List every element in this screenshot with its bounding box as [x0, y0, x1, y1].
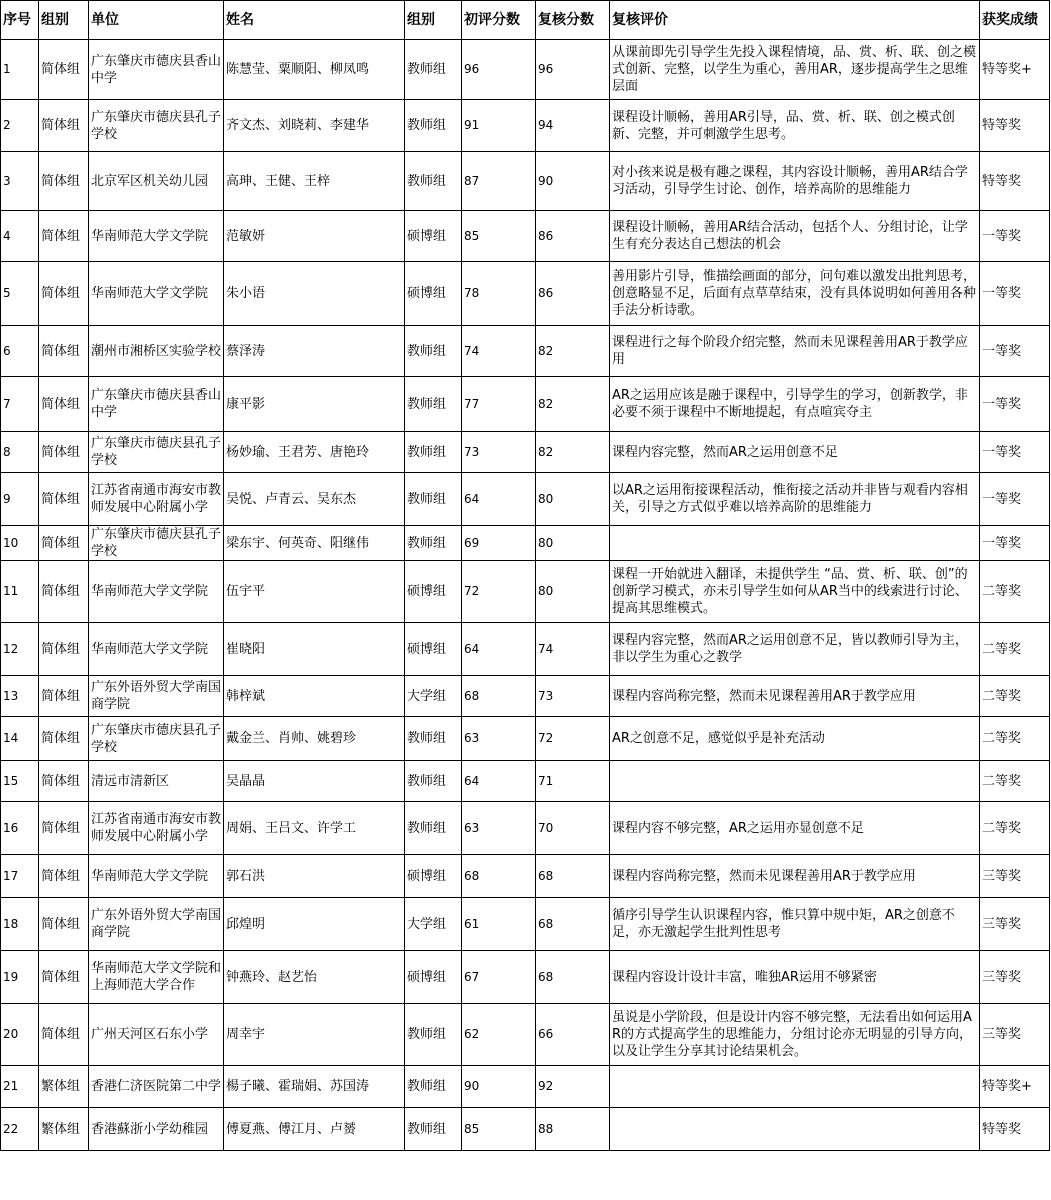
cell-names: 戴金兰、肖帅、姚碧珍	[224, 717, 405, 761]
cell-unit: 广东肇庆市德庆县孔子学校	[89, 432, 224, 473]
cell-index: 4	[1, 211, 39, 262]
cell-names: 朱小语	[224, 262, 405, 326]
cell-award: 一等奖	[980, 526, 1050, 561]
cell-category: 硕博组	[405, 951, 462, 1004]
cell-unit: 北京军区机关幼儿园	[89, 152, 224, 211]
cell-review-comment: 课程内容设计设计丰富，唯独AR运用不够紧密	[610, 951, 980, 1004]
cell-category: 教师组	[405, 1108, 462, 1151]
cell-review-score: 92	[536, 1066, 610, 1108]
table-row	[1, 761, 1050, 802]
cell-names: 郭石洪	[224, 855, 405, 898]
cell-index: 10	[1, 526, 39, 561]
cell-group: 简体组	[39, 40, 89, 100]
cell-index: 16	[1, 802, 39, 855]
table-row	[1, 211, 1050, 262]
cell-unit: 广东肇庆市德庆县香山中学	[89, 377, 224, 432]
cell-review-comment: 善用影片引导，惟描绘画面的部分，问句难以激发出批判思考，创意略显不足，后面有点草草结束，没有具体说明如何善用各种手法分析诗歌。	[610, 262, 980, 326]
header-review-comment: 复核评价	[610, 1, 980, 40]
cell-names: 康平影	[224, 377, 405, 432]
cell-review-score: 68	[536, 855, 610, 898]
cell-group: 简体组	[39, 100, 89, 152]
cell-initial-score: 69	[462, 526, 536, 561]
cell-initial-score: 91	[462, 100, 536, 152]
cell-review-comment: 对小孩来说是极有趣之课程，其内容设计顺畅，善用AR结合学习活动，引导学生讨论、创作，培养高阶的思维能力	[610, 152, 980, 211]
cell-unit: 华南师范大学文学院和上海师范大学合作	[89, 951, 224, 1004]
table-row	[1, 717, 1050, 761]
cell-review-comment: 课程内容尚称完整，然而未见课程善用AR于教学应用	[610, 855, 980, 898]
table-row	[1, 432, 1050, 473]
cell-initial-score: 61	[462, 898, 536, 951]
cell-initial-score: 87	[462, 152, 536, 211]
table-row	[1, 473, 1050, 526]
cell-group: 简体组	[39, 152, 89, 211]
cell-unit: 华南师范大学文学院	[89, 262, 224, 326]
table-row	[1, 1108, 1050, 1151]
cell-index: 8	[1, 432, 39, 473]
cell-review-score: 66	[536, 1004, 610, 1066]
cell-category: 教师组	[405, 473, 462, 526]
cell-group: 简体组	[39, 473, 89, 526]
cell-award: 二等奖	[980, 623, 1050, 676]
cell-unit: 清远市清新区	[89, 761, 224, 802]
header-index: 序号	[1, 1, 39, 40]
cell-group: 简体组	[39, 676, 89, 717]
cell-unit: 广东外语外贸大学南国商学院	[89, 676, 224, 717]
cell-unit: 广东肇庆市德庆县孔子学校	[89, 526, 224, 561]
cell-review-comment: 课程内容完整，然而AR之运用创意不足，皆以教师引导为主，非以学生为重心之教学	[610, 623, 980, 676]
cell-category: 教师组	[405, 152, 462, 211]
cell-review-comment: 课程内容完整，然而AR之运用创意不足	[610, 432, 980, 473]
cell-review-score: 80	[536, 473, 610, 526]
header-category: 组别	[405, 1, 462, 40]
cell-initial-score: 64	[462, 623, 536, 676]
cell-award: 一等奖	[980, 262, 1050, 326]
cell-names: 杨妙瑜、王君芳、唐艳玲	[224, 432, 405, 473]
cell-unit: 潮州市湘桥区实验学校	[89, 326, 224, 377]
cell-initial-score: 85	[462, 1108, 536, 1151]
cell-initial-score: 74	[462, 326, 536, 377]
table-row	[1, 100, 1050, 152]
cell-review-comment: 循序引导学生认识课程内容，惟只算中规中矩，AR之创意不足，亦无激起学生批判性思考	[610, 898, 980, 951]
cell-award: 一等奖	[980, 326, 1050, 377]
cell-award: 三等奖	[980, 1004, 1050, 1066]
cell-award: 二等奖	[980, 717, 1050, 761]
cell-names: 吴晶晶	[224, 761, 405, 802]
table-row	[1, 898, 1050, 951]
table-row	[1, 1066, 1050, 1108]
cell-review-score: 82	[536, 432, 610, 473]
cell-category: 教师组	[405, 377, 462, 432]
header-row	[1, 1, 1050, 40]
table-row	[1, 326, 1050, 377]
cell-category: 教师组	[405, 100, 462, 152]
cell-index: 18	[1, 898, 39, 951]
cell-initial-score: 72	[462, 561, 536, 623]
cell-unit: 广东肇庆市德庆县香山中学	[89, 40, 224, 100]
cell-review-comment: 课程内容不够完整，AR之运用亦显创意不足	[610, 802, 980, 855]
cell-review-comment: 从课前即先引导学生先投入课程情境，品、赏、析、联、创之模式创新、完整，以学生为重心，善用AR，逐步提高学生之思维层面	[610, 40, 980, 100]
header-unit: 单位	[89, 1, 224, 40]
cell-category: 教师组	[405, 40, 462, 100]
cell-index: 21	[1, 1066, 39, 1108]
cell-index: 20	[1, 1004, 39, 1066]
table-row	[1, 802, 1050, 855]
cell-review-score: 68	[536, 951, 610, 1004]
cell-review-comment: AR之运用应该是融于课程中，引导学生的学习，创新教学，非必要不须于课程中不断地提起，有点喧宾夺主	[610, 377, 980, 432]
cell-names: 伍宇平	[224, 561, 405, 623]
cell-index: 3	[1, 152, 39, 211]
cell-unit: 江苏省南通市海安市教师发展中心附属小学	[89, 802, 224, 855]
header-award: 获奖成绩	[980, 1, 1050, 40]
cell-group: 简体组	[39, 211, 89, 262]
cell-review-score: 86	[536, 211, 610, 262]
cell-review-score: 72	[536, 717, 610, 761]
cell-unit: 华南师范大学文学院	[89, 211, 224, 262]
cell-group: 简体组	[39, 377, 89, 432]
cell-names: 傅夏燕、傅江月、卢赟	[224, 1108, 405, 1151]
cell-index: 17	[1, 855, 39, 898]
cell-group: 简体组	[39, 623, 89, 676]
cell-group: 简体组	[39, 951, 89, 1004]
cell-initial-score: 68	[462, 676, 536, 717]
cell-review-score: 80	[536, 561, 610, 623]
cell-review-score: 74	[536, 623, 610, 676]
cell-group: 简体组	[39, 326, 89, 377]
cell-category: 教师组	[405, 761, 462, 802]
table-row	[1, 951, 1050, 1004]
cell-review-comment: 以AR之运用衔接课程活动，惟衔接之活动并非皆与观看内容相关，引导之方式似乎难以培养高阶的思维能力	[610, 473, 980, 526]
cell-award: 特等奖	[980, 152, 1050, 211]
cell-category: 教师组	[405, 432, 462, 473]
cell-initial-score: 90	[462, 1066, 536, 1108]
cell-group: 简体组	[39, 432, 89, 473]
cell-review-score: 70	[536, 802, 610, 855]
cell-review-comment: 课程内容尚称完整，然而未见课程善用AR于教学应用	[610, 676, 980, 717]
cell-index: 1	[1, 40, 39, 100]
cell-initial-score: 68	[462, 855, 536, 898]
table-row	[1, 676, 1050, 717]
cell-award: 三等奖	[980, 951, 1050, 1004]
cell-names: 蔡泽涛	[224, 326, 405, 377]
header-group: 组别	[39, 1, 89, 40]
cell-category: 教师组	[405, 1066, 462, 1108]
cell-initial-score: 64	[462, 473, 536, 526]
cell-names: 楊子曦、霍瑞娟、苏国涛	[224, 1066, 405, 1108]
cell-category: 硕博组	[405, 211, 462, 262]
cell-category: 硕博组	[405, 262, 462, 326]
cell-award: 三等奖	[980, 898, 1050, 951]
table-row	[1, 377, 1050, 432]
cell-review-comment: 课程进行之每个阶段介绍完整，然而未见课程善用AR于教学应用	[610, 326, 980, 377]
cell-group: 繁体组	[39, 1066, 89, 1108]
cell-review-score: 90	[536, 152, 610, 211]
cell-unit: 华南师范大学文学院	[89, 855, 224, 898]
cell-names: 陈慧莹、粟顺阳、柳凤鸣	[224, 40, 405, 100]
cell-index: 5	[1, 262, 39, 326]
cell-initial-score: 63	[462, 802, 536, 855]
table-row	[1, 526, 1050, 561]
cell-names: 韩梓斌	[224, 676, 405, 717]
cell-review-comment: 课程一开始就进入翻译，未提供学生 “品、赏、析、联、创”的创新学习模式，亦未引导学生如何从AR当中的线索进行讨论、提高其思维模式。	[610, 561, 980, 623]
cell-award: 二等奖	[980, 676, 1050, 717]
cell-names: 高珅、王健、王梓	[224, 152, 405, 211]
cell-group: 简体组	[39, 898, 89, 951]
cell-category: 硕博组	[405, 855, 462, 898]
cell-category: 教师组	[405, 717, 462, 761]
cell-group: 简体组	[39, 802, 89, 855]
cell-names: 周幸宇	[224, 1004, 405, 1066]
cell-unit: 香港蘇浙小学幼稚园	[89, 1108, 224, 1151]
cell-unit: 广州天河区石东小学	[89, 1004, 224, 1066]
cell-index: 19	[1, 951, 39, 1004]
cell-names: 范敏妍	[224, 211, 405, 262]
cell-unit: 华南师范大学文学院	[89, 561, 224, 623]
cell-unit: 华南师范大学文学院	[89, 623, 224, 676]
cell-initial-score: 85	[462, 211, 536, 262]
cell-review-score: 96	[536, 40, 610, 100]
cell-initial-score: 96	[462, 40, 536, 100]
header-names: 姓名	[224, 1, 405, 40]
cell-award: 二等奖	[980, 561, 1050, 623]
cell-index: 22	[1, 1108, 39, 1151]
cell-names: 齐文杰、刘晓莉、李建华	[224, 100, 405, 152]
cell-group: 简体组	[39, 761, 89, 802]
cell-award: 一等奖	[980, 473, 1050, 526]
cell-category: 硕博组	[405, 623, 462, 676]
cell-award: 一等奖	[980, 211, 1050, 262]
cell-review-comment	[610, 1108, 980, 1151]
table-row	[1, 561, 1050, 623]
cell-award: 三等奖	[980, 855, 1050, 898]
cell-review-comment: 课程设计顺畅，善用AR引导，品、赏、析、联、创之模式创新、完整，并可刺激学生思考。	[610, 100, 980, 152]
cell-unit: 广东肇庆市德庆县孔子学校	[89, 100, 224, 152]
cell-names: 崔晓阳	[224, 623, 405, 676]
table-row	[1, 40, 1050, 100]
table-row	[1, 1004, 1050, 1066]
cell-award: 特等奖	[980, 1108, 1050, 1151]
cell-review-score: 80	[536, 526, 610, 561]
cell-names: 吴悦、卢青云、吴东杰	[224, 473, 405, 526]
cell-review-score: 86	[536, 262, 610, 326]
cell-award: 二等奖	[980, 761, 1050, 802]
header-initial-score: 初评分数	[462, 1, 536, 40]
cell-review-comment	[610, 526, 980, 561]
cell-group: 简体组	[39, 717, 89, 761]
cell-review-score: 82	[536, 326, 610, 377]
cell-initial-score: 78	[462, 262, 536, 326]
cell-category: 教师组	[405, 1004, 462, 1066]
table-row	[1, 262, 1050, 326]
cell-names: 周娟、王吕文、许学工	[224, 802, 405, 855]
cell-category: 大学组	[405, 676, 462, 717]
cell-review-score: 71	[536, 761, 610, 802]
cell-group: 简体组	[39, 1004, 89, 1066]
cell-index: 7	[1, 377, 39, 432]
cell-review-score: 94	[536, 100, 610, 152]
cell-category: 大学组	[405, 898, 462, 951]
cell-category: 教师组	[405, 326, 462, 377]
cell-index: 14	[1, 717, 39, 761]
cell-initial-score: 62	[462, 1004, 536, 1066]
cell-group: 简体组	[39, 561, 89, 623]
cell-review-comment: 课程设计顺畅，善用AR结合活动，包括个人、分组讨论，让学生有充分表达自己想法的机会	[610, 211, 980, 262]
cell-group: 简体组	[39, 855, 89, 898]
cell-review-comment: AR之创意不足，感觉似乎是补充活动	[610, 717, 980, 761]
cell-index: 11	[1, 561, 39, 623]
cell-review-comment: 虽说是小学阶段，但是设计内容不够完整，无法看出如何运用AR的方式提高学生的思维能力，分组讨论亦无明显的引导方向，以及让学生分享其讨论结果机会。	[610, 1004, 980, 1066]
cell-review-score: 73	[536, 676, 610, 717]
cell-names: 钟燕玲、赵艺怡	[224, 951, 405, 1004]
cell-award: 一等奖	[980, 377, 1050, 432]
cell-review-comment	[610, 1066, 980, 1108]
cell-index: 12	[1, 623, 39, 676]
cell-group: 繁体组	[39, 1108, 89, 1151]
cell-award: 二等奖	[980, 802, 1050, 855]
cell-unit: 香港仁济医院第二中学	[89, 1066, 224, 1108]
cell-index: 2	[1, 100, 39, 152]
cell-review-score: 68	[536, 898, 610, 951]
cell-initial-score: 77	[462, 377, 536, 432]
table-row	[1, 152, 1050, 211]
table-row	[1, 855, 1050, 898]
cell-award: 一等奖	[980, 432, 1050, 473]
cell-initial-score: 64	[462, 761, 536, 802]
cell-award: 特等奖	[980, 100, 1050, 152]
cell-category: 教师组	[405, 802, 462, 855]
cell-review-comment	[610, 761, 980, 802]
cell-category: 硕博组	[405, 561, 462, 623]
cell-review-score: 82	[536, 377, 610, 432]
cell-initial-score: 67	[462, 951, 536, 1004]
cell-unit: 广东肇庆市德庆县孔子学校	[89, 717, 224, 761]
cell-award: 特等奖+	[980, 1066, 1050, 1108]
cell-index: 13	[1, 676, 39, 717]
table-row	[1, 623, 1050, 676]
cell-names: 邱煌明	[224, 898, 405, 951]
cell-names: 梁东宇、何英奇、阳继伟	[224, 526, 405, 561]
cell-category: 教师组	[405, 526, 462, 561]
header-review-score: 复核分数	[536, 1, 610, 40]
cell-review-score: 88	[536, 1108, 610, 1151]
cell-initial-score: 63	[462, 717, 536, 761]
cell-unit: 江苏省南通市海安市教师发展中心附属小学	[89, 473, 224, 526]
cell-initial-score: 73	[462, 432, 536, 473]
cell-unit: 广东外语外贸大学南国商学院	[89, 898, 224, 951]
cell-index: 9	[1, 473, 39, 526]
cell-award: 特等奖+	[980, 40, 1050, 100]
cell-index: 6	[1, 326, 39, 377]
cell-group: 简体组	[39, 262, 89, 326]
cell-group: 简体组	[39, 526, 89, 561]
cell-index: 15	[1, 761, 39, 802]
